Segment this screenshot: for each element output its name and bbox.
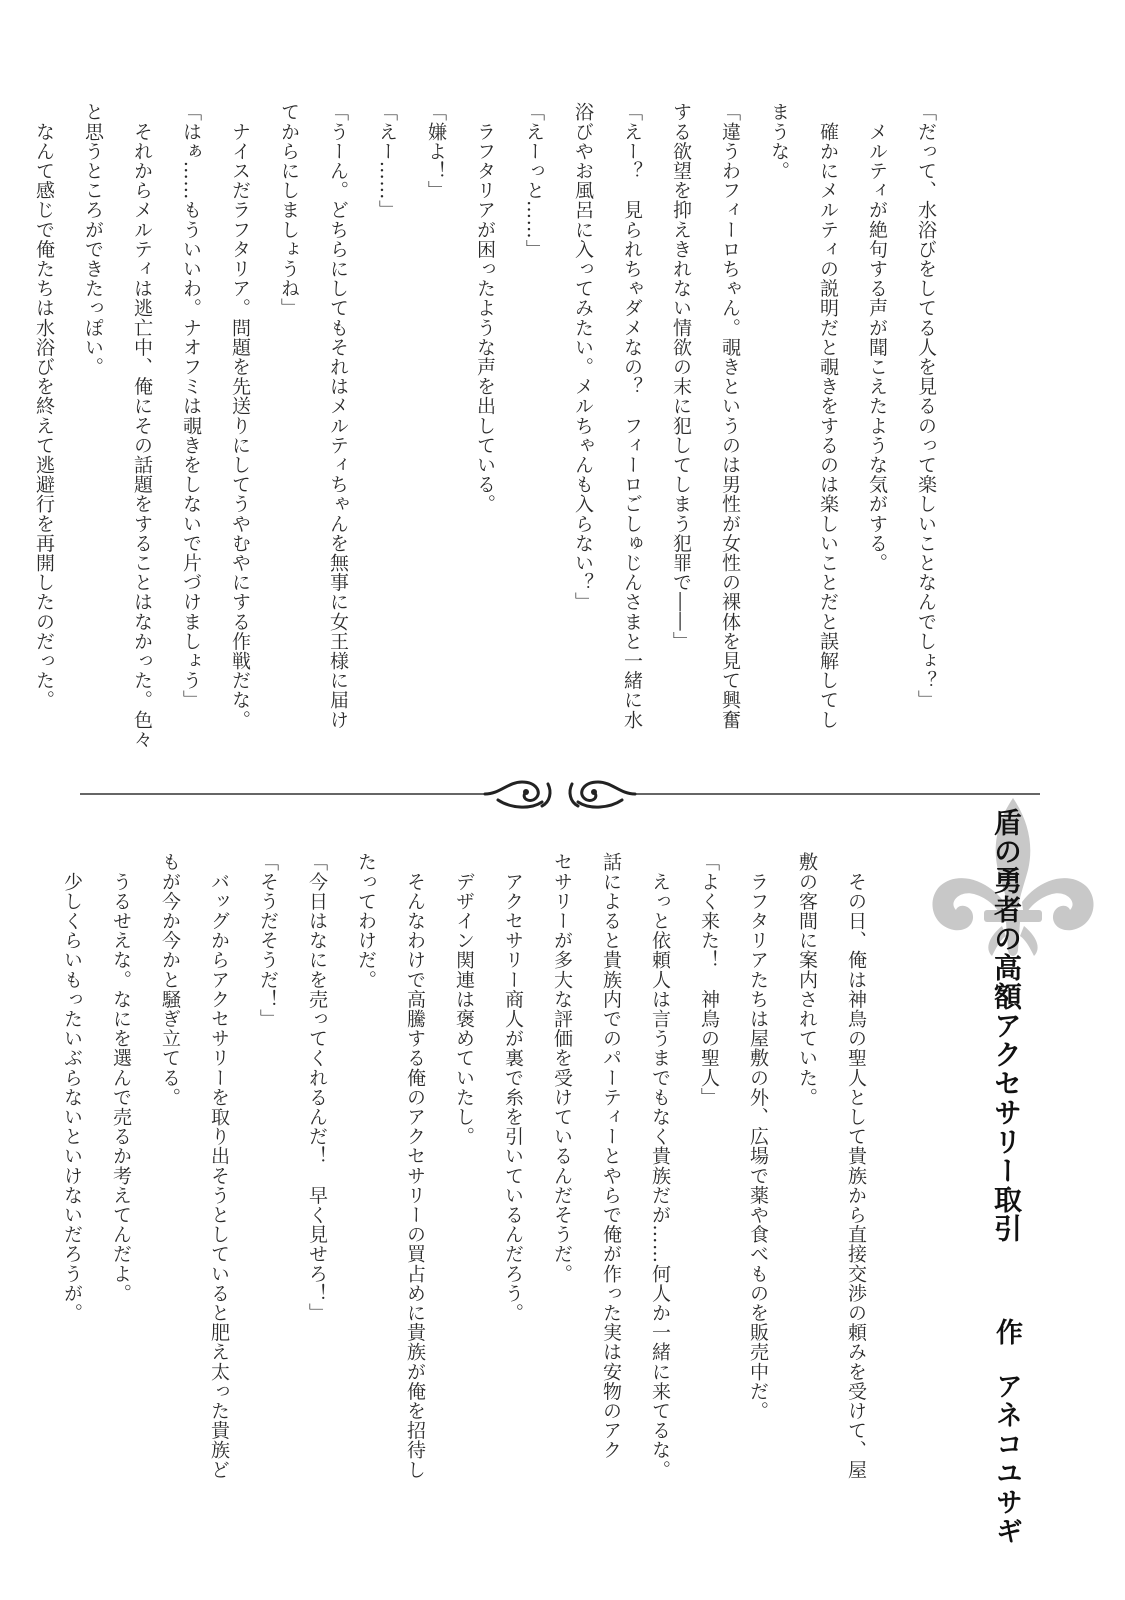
- text-line: えっと依頼人は言うまでもなく貴族だが……何人か一緒に来てるな。: [649, 852, 671, 1480]
- text-line: 「えーっと……」: [523, 102, 545, 259]
- text-line: ナイスだラフタリア。問題を先送りにしてうやむやにする作戦だな。: [229, 102, 251, 730]
- text-line: ラフタリアたちは屋敷の外、広場で薬や食べものを販売中だ。: [747, 852, 769, 1421]
- text-line: 「えー……」: [376, 102, 398, 220]
- text-line: なんて感じで俺たちは水浴びを終えて逃避行を再開したのだった。: [33, 102, 55, 710]
- text-line: てからにしましょうね」: [278, 102, 300, 318]
- text-line: 「違うわフィーロちゃん。覗きというのは男性が女性の裸体を見て興奮: [719, 102, 741, 730]
- text-line: ラフタリアが困ったような声を出している。: [474, 102, 496, 514]
- text-line: デザイン関連は褒めていたし。: [453, 852, 475, 1146]
- text-line: バッグからアクセサリーを取り出そうとしていると肥え太った貴族ど: [208, 852, 230, 1480]
- text-line: メルティが絶句する声が聞こえたような気がする。: [866, 102, 888, 573]
- text-line: と思うところができたっぽい。: [82, 102, 104, 377]
- text-line: 少しくらいもったいぶらないといけないだろうが。: [61, 852, 83, 1323]
- upper-body-text: [33, 102, 950, 762]
- text-line: 敷の客間に案内されていた。: [796, 852, 818, 1107]
- story-title: 盾の勇者の高額アクセサリー取引: [990, 808, 1023, 1243]
- text-line: 「はぁ……もういいわ。ナオフミは覗きをしないで片づけましょう」: [180, 102, 202, 710]
- text-line: 「そうだそうだ！」: [257, 852, 279, 1029]
- text-line: その日、俺は神鳥の聖人として貴族から直接交渉の頼みを受けて、屋: [845, 852, 867, 1480]
- ornamental-scroll-divider-icon: [80, 770, 1040, 820]
- text-line: 話によると貴族内でのパーティーとやらで俺が作った実は安物のアク: [600, 852, 622, 1460]
- text-line: それからメルティは逃亡中、俺にその話題をすることはなかった。色々: [131, 102, 153, 749]
- text-line: する欲望を抑えきれない情欲の末に犯してしまう犯罪で――」: [670, 102, 692, 651]
- text-line: 「うーん。どちらにしてもそれはメルティちゃんを無事に女王様に届け: [327, 102, 349, 730]
- text-line: 「よく来た！ 神鳥の聖人」: [698, 852, 720, 1107]
- text-line: 「だって、水浴びをしてる人を見るのって楽しいことなんでしょ？」: [915, 102, 937, 710]
- text-line: アクセサリー商人が裏で糸を引いているんだろう。: [502, 852, 524, 1323]
- text-line: 「えー？ 見られちゃダメなの？ フィーロごしゅじんさまと一緒に水: [621, 102, 643, 730]
- text-line: もが今か今かと騒ぎ立てる。: [159, 852, 181, 1107]
- text-line: たってわけだ。: [355, 852, 377, 990]
- text-line: セサリーが多大な評価を受けているんだそうだ。: [551, 852, 573, 1284]
- text-line: うるせえな。なにを選んで売るか考えてんだよ。: [110, 852, 132, 1303]
- lower-body-text: [61, 852, 880, 1572]
- text-line: そんなわけで高騰する俺のアクセサリーの買占めに貴族が俺を招待し: [404, 852, 426, 1480]
- text-line: 「今日はなにを売ってくれるんだ！ 早く見せろ！」: [306, 852, 328, 1323]
- author-name: アネコユサギ: [991, 1372, 1022, 1546]
- text-line: まうな。: [768, 102, 790, 181]
- author-prefix: 作: [991, 1318, 1022, 1345]
- text-line: 「嫌よ！」: [425, 102, 447, 200]
- text-line: 浴びやお風呂に入ってみたい。メルちゃんも入らない？」: [572, 102, 594, 612]
- text-line: 確かにメルティの説明だと覗きをするのは楽しいことだと誤解してし: [817, 102, 839, 730]
